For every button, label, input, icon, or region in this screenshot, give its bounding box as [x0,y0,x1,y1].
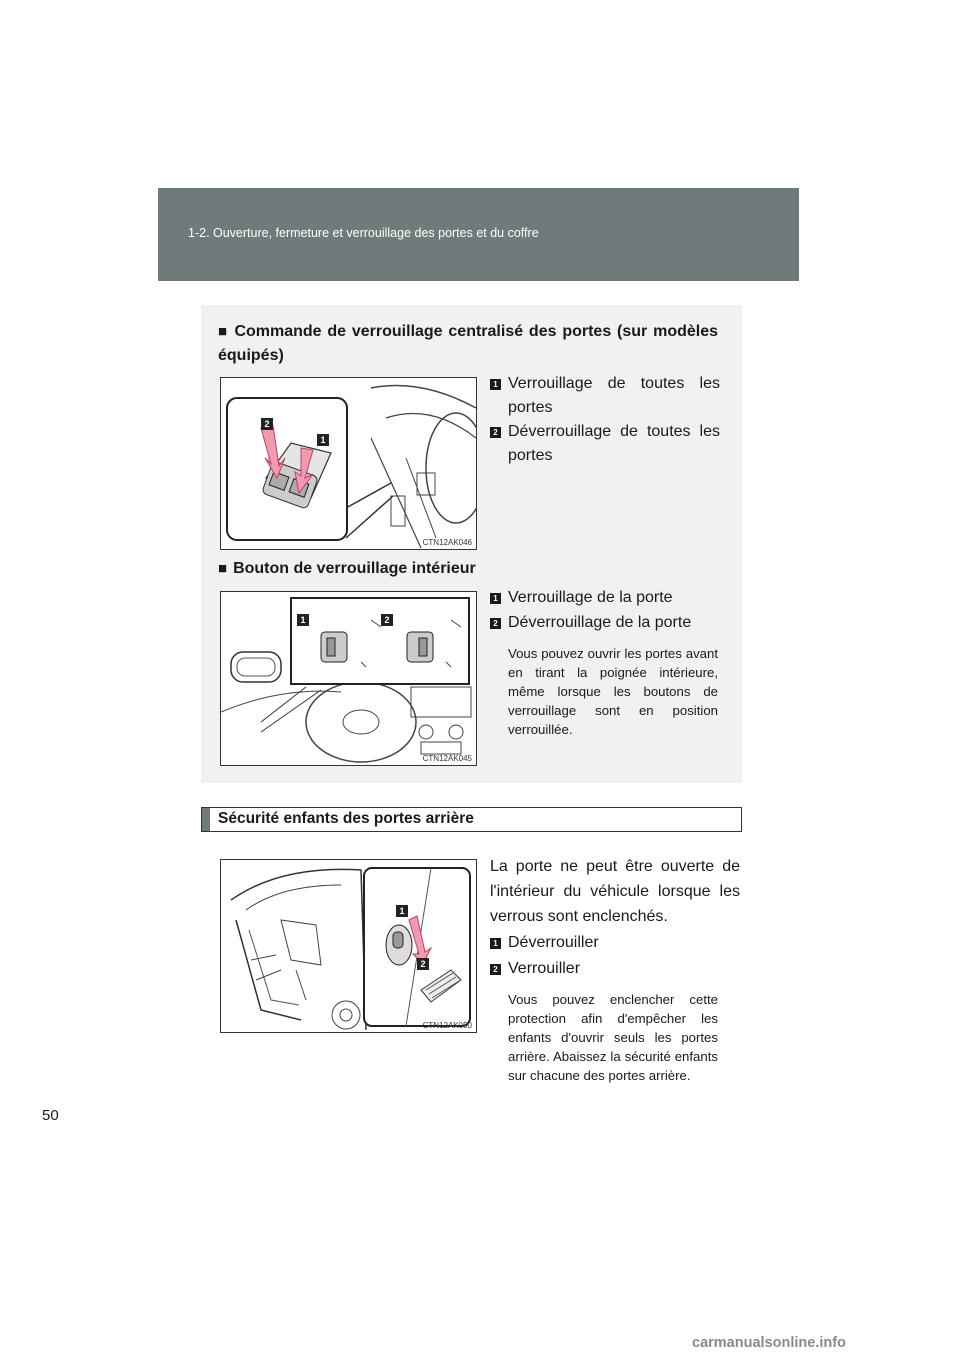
watermark: carmanualsonline.info [692,1335,846,1351]
central-lock-item-2 [490,420,720,468]
svg-text:1: 1 [320,435,326,445]
chapter-breadcrumb: 1-2. Ouverture, fermeture et verrouillage des portes et du coffre [188,226,539,240]
step-number-badge: 2 [490,964,501,975]
central-lock-title [218,320,718,368]
inside-lock-item-2 [490,611,720,635]
svg-text:1: 1 [399,906,405,916]
child-lock-item-1 [490,931,720,955]
section-accent [202,808,210,831]
page-number: 50 [42,1107,59,1124]
square-bullet-icon: ■ [218,560,228,577]
item-label: Verrouiller [508,960,581,977]
item-label: Verrouillage de la porte [508,589,673,606]
central-lock-illustration [220,377,477,550]
inside-lock-note: Vous pouvez ouvrir les portes avant en tirant la poignée intérieure, même lorsque les boutons de verrouillage sont en position verrouillée. [508,646,718,737]
inside-lock-title-text: Bouton de verrouillage intérieur [233,560,476,577]
inside-lock-item-1 [490,586,720,610]
chapter-header [158,188,799,281]
child-lock-illustration [220,859,477,1033]
child-lock-note: Vous pouvez enclencher cette protection afin d'empêcher les enfants d'ouvrir seuls les portes arrière. Abaissez la sécurité enfants sur chacune des portes arrière. [508,992,718,1083]
step-number-badge: 1 [490,938,501,949]
svg-text:1: 1 [300,615,306,625]
image-code: CTN12AK045 [422,754,472,763]
child-lock-intro: La porte ne peut être ouverte de l'intérieur du véhicule lorsque les verrous sont enclenchés. [490,858,740,925]
svg-text:2: 2 [264,419,270,429]
svg-text:2: 2 [384,615,390,625]
section-title: Sécurité enfants des portes arrière [218,810,474,827]
image-code: CTN12AK046 [422,538,472,547]
item-label: Déverrouillage de toutes les portes [508,423,720,464]
inside-lock-title [218,557,718,581]
central-lock-item-1 [490,372,720,420]
central-lock-title-text: Commande de verrouillage centralisé des portes (sur modèles équipés) [218,323,718,364]
item-label: Déverrouillage de la porte [508,614,692,631]
step-number-badge: 2 [490,618,501,629]
child-lock-item-2 [490,957,720,981]
image-code: CTN12AK050 [422,1021,472,1030]
inside-lock-illustration [220,591,477,766]
svg-text:2: 2 [420,959,426,969]
step-number-badge: 1 [490,593,501,604]
section-heading-bar [201,807,742,832]
item-label: Déverrouiller [508,934,599,951]
step-number-badge: 1 [490,379,501,390]
square-bullet-icon: ■ [218,323,229,340]
item-label: Verrouillage de toutes les portes [508,375,720,416]
step-number-badge: 2 [490,427,501,438]
